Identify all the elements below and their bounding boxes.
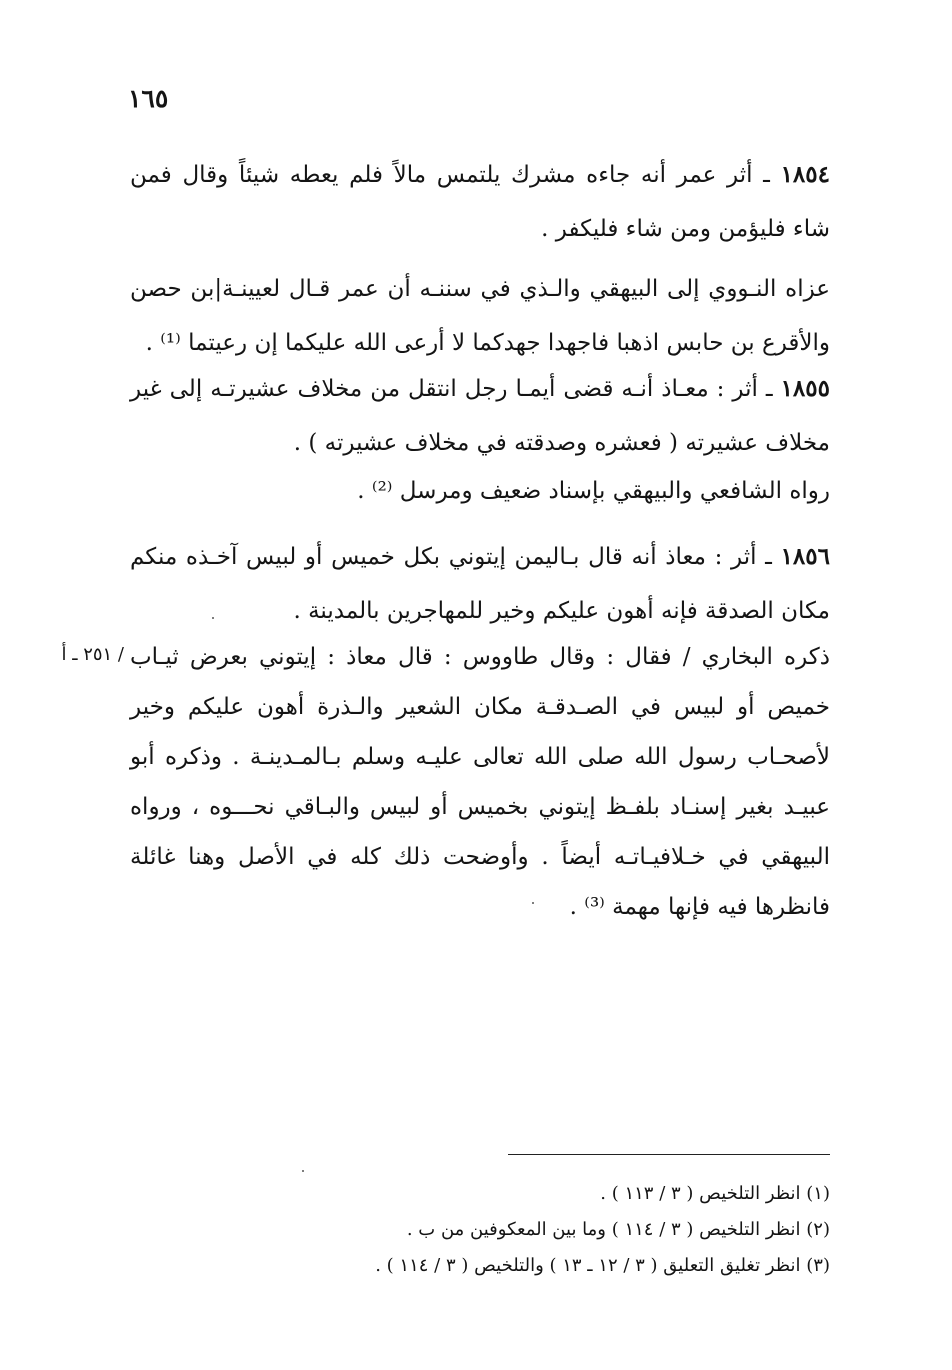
footnotes: [130, 1176, 830, 1284]
footnote-3: (٣) انظر تغليق التعليق ( ٣ / ١٢ ـ ١٣ ) والتلخيص ( ٣ / ١١٤ ) .: [375, 1255, 830, 1276]
entry-number: ١٨٥٤: [780, 161, 830, 188]
manuscript-folio-marker: / ٢٥١ ـ أ: [61, 644, 124, 665]
scan-speck: [302, 1170, 304, 1172]
footnote-2: (٢) انظر التلخيص ( ٣ / ١١٤ ) وما بين المعكوفين من ب .: [406, 1219, 830, 1240]
entry-1854: [130, 148, 830, 256]
entry-number: ١٨٥٦: [780, 543, 830, 570]
entry-1856: [130, 530, 830, 638]
footnote-1: (١) انظر التلخيص ( ٣ / ١١٣ ) .: [600, 1183, 830, 1204]
scan-speck: [532, 902, 534, 904]
entry-text: ـ أثر : معـاذ أنـه قضى أيمـا رجل انتقل من مخلاف عشيرتـه إلى غير مخلاف عشيرته ( فعشره وصدقته في مخلاف عشيرته ) .: [130, 376, 830, 456]
footnote-separator: [508, 1154, 830, 1155]
entry-1856-commentary: ذكره البخاري / فقال : وقال طاووس : قال معاذ : إيتوني بعرض ثيـاب خميص أو لبيس في الصـدقـة مكان الشعير والـذرة أهون عليكم وخير لأصحـاب رسول الله صلى الله تعالى عليـه وسلم بـالمـدينـة . وذكره أبو عبيـد بغير إسنـاد بلفـظ إيتوني بخميس أو لبيس والبـاقي نحـــوه ، ورواه البيهقي في خـلافيـاتـه أيضاً . وأوضحت ذلك كله في الأصل وهنا غائلة فانظرها فيه فإنها مهمة ⁽³⁾ .: [130, 644, 830, 920]
entry-text: ـ أثر : معاذ أنه قال بـاليمن إيتوني بكل خميس أو لبيس آخـذه منكم مكان الصدقة فإنه أهون عليكم وخير للمهاجرين بالمدينة .: [130, 544, 830, 624]
entry-1855-commentary: رواه الشافعي والبيهقي بإسناد ضعيف ومرسل ⁽²⁾ .: [357, 478, 830, 504]
entry-1854-commentary: عزاه النـووي إلى البيهقي والـذي في سننـه أن عمر قـال لعيينـة|بن حصن والأقرع بن حابس اذهبا فاجهدا جهدكما لا أرعى الله عليكما إن رعيتما ⁽¹⁾ .: [130, 276, 830, 356]
scan-speck: [212, 617, 214, 619]
entry-text: ـ أثر عمر أنه جاءه مشرك يلتمس مالاً فلم يعطه شيئاً وقال فمن شاء فليؤمن ومن شاء فليكفر .: [130, 162, 830, 242]
page-number: ١٦٥: [128, 84, 169, 113]
entry-number: ١٨٥٥: [780, 375, 830, 402]
entry-1855: [130, 362, 830, 470]
